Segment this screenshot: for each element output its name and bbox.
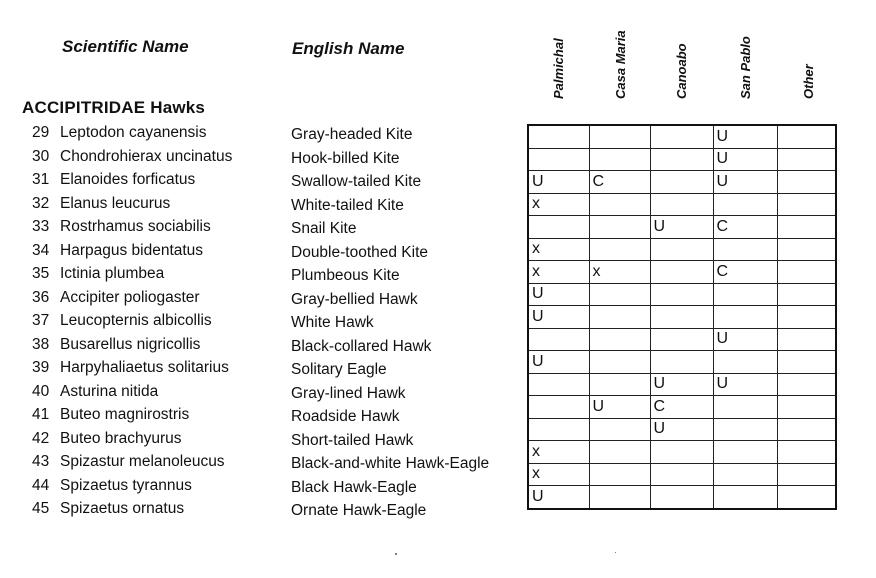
scientific-name: Spizastur melanoleucus	[60, 453, 225, 470]
grid-cell-canoabo	[650, 216, 713, 239]
english-name: Black Hawk-Eagle	[291, 478, 417, 496]
grid-cell-san-pablo	[713, 216, 777, 239]
grid-cell-san-pablo	[713, 396, 777, 419]
species-number: 40	[32, 382, 50, 400]
species-number: 42	[32, 429, 50, 447]
english-name: Gray-headed Kite	[291, 126, 413, 143]
species-number: 39	[32, 359, 50, 376]
grid-cell-canoabo	[650, 148, 713, 171]
grid-cell-canoabo	[650, 306, 713, 329]
grid-cell-casa-maria	[589, 148, 650, 171]
english-name: Ornate Hawk-Eagle	[291, 502, 427, 519]
species-number: 41	[32, 406, 50, 423]
grid-row	[528, 193, 836, 216]
scientific-name: Accipiter poliogaster	[60, 288, 200, 306]
scientific-name: Harpagus bidentatus	[60, 241, 204, 259]
grid-cell-palmichal	[528, 441, 589, 464]
grid-cell-other	[777, 171, 836, 194]
species-number: 35	[32, 265, 50, 282]
english-name-header: English Name	[292, 39, 405, 58]
grid-row	[528, 306, 836, 329]
english-name: Short-tailed Hawk	[291, 431, 414, 449]
species-number: 32	[32, 194, 50, 212]
grid-row	[528, 418, 836, 441]
grid-cell-casa-maria	[589, 306, 650, 329]
grid-cell-other	[777, 441, 836, 464]
family-heading: ACCIPITRIDAE Hawks	[22, 98, 206, 117]
occurrence-mark: x	[532, 262, 540, 280]
species-number: 29	[32, 124, 50, 141]
grid-cell-palmichal	[528, 193, 589, 216]
occurrence-mark: U	[653, 420, 666, 438]
species-number: 43	[32, 453, 50, 470]
grid-cell-other	[777, 125, 836, 148]
grid-cell-canoabo	[650, 441, 713, 464]
grid-cell-san-pablo	[713, 193, 777, 216]
grid-cell-canoabo	[650, 193, 713, 216]
grid-cell-palmichal	[528, 216, 589, 239]
species-number: 33	[32, 218, 50, 235]
species-number: 45	[32, 500, 50, 517]
scientific-name: Rostrhamus sociabilis	[60, 218, 211, 235]
occurrence-mark: U	[653, 375, 666, 393]
grid-cell-san-pablo	[713, 373, 777, 396]
english-name: Gray-bellied Hawk	[291, 290, 418, 308]
grid-cell-san-pablo	[713, 486, 777, 509]
english-name: Plumbeous Kite	[291, 267, 400, 284]
english-name: Black-collared Hawk	[291, 337, 432, 355]
occurrence-mark: U	[532, 487, 544, 505]
english-name: White Hawk	[291, 314, 374, 331]
species-number: 37	[32, 312, 50, 329]
scientific-name: Leptodon cayanensis	[60, 124, 207, 141]
grid-row	[528, 486, 836, 509]
grid-cell-other	[777, 486, 836, 509]
grid-row	[528, 463, 836, 486]
grid-cell-other	[777, 306, 836, 329]
grid-cell-other	[777, 238, 836, 261]
scientific-name: Harpyhaliaetus solitarius	[60, 359, 229, 376]
occurrence-mark: U	[716, 150, 729, 168]
grid-cell-palmichal	[528, 306, 589, 329]
grid-cell-casa-maria	[589, 283, 650, 306]
grid-cell-canoabo	[650, 351, 713, 374]
scientific-name-header: Scientific Name	[62, 37, 189, 56]
english-name: Double-toothed Kite	[291, 243, 429, 261]
column-header-canoabo: Canoabo	[674, 43, 689, 99]
grid-cell-san-pablo	[713, 306, 777, 329]
occurrence-mark: x	[592, 262, 601, 280]
speck-mark	[395, 553, 397, 555]
occurrence-mark: U	[716, 375, 729, 393]
occurrence-mark: U	[532, 285, 544, 303]
grid-cell-san-pablo	[713, 261, 777, 284]
grid-cell-casa-maria	[589, 171, 650, 194]
species-number: 31	[32, 171, 50, 188]
grid-cell-casa-maria	[589, 216, 650, 239]
grid-cell-canoabo	[650, 328, 713, 351]
species-number: 30	[32, 147, 50, 165]
grid-cell-san-pablo	[713, 238, 777, 261]
grid-cell-palmichal	[528, 261, 589, 284]
grid-cell-canoabo	[650, 261, 713, 284]
species-number: 34	[32, 241, 50, 259]
species-number: 44	[32, 476, 50, 494]
grid-cell-other	[777, 328, 836, 351]
english-name: Solitary Eagle	[291, 361, 387, 378]
occurrence-mark: U	[532, 352, 544, 370]
occurrence-mark: x	[532, 195, 540, 213]
grid-cell-canoabo	[650, 418, 713, 441]
grid-row	[528, 261, 836, 284]
grid-cell-casa-maria	[589, 261, 650, 284]
scientific-name: Buteo magnirostris	[60, 406, 190, 423]
grid-cell-san-pablo	[713, 283, 777, 306]
column-header-other: Other	[801, 64, 816, 99]
occurrence-mark: x	[532, 442, 540, 460]
grid-cell-san-pablo	[713, 441, 777, 464]
grid-cell-other	[777, 373, 836, 396]
grid-cell-palmichal	[528, 486, 589, 509]
grid-cell-casa-maria	[589, 125, 650, 148]
scientific-name: Ictinia plumbea	[60, 265, 165, 282]
scientific-name: Buteo brachyurus	[60, 429, 182, 447]
english-name: Hook-billed Kite	[291, 149, 400, 167]
english-name: Roadside Hawk	[291, 408, 400, 425]
grid-cell-canoabo	[650, 373, 713, 396]
grid-cell-other	[777, 283, 836, 306]
scientific-name: Chondrohierax uncinatus	[60, 147, 233, 165]
grid-cell-casa-maria	[589, 441, 650, 464]
grid-cell-casa-maria	[589, 463, 650, 486]
grid-cell-palmichal	[528, 148, 589, 171]
occurrence-mark: U	[716, 127, 729, 145]
grid-cell-san-pablo	[713, 125, 777, 148]
species-number: 38	[32, 335, 50, 353]
grid-cell-canoabo	[650, 171, 713, 194]
grid-cell-other	[777, 418, 836, 441]
grid-cell-casa-maria	[589, 328, 650, 351]
species-number: 36	[32, 288, 50, 306]
grid-cell-casa-maria	[589, 486, 650, 509]
grid-cell-canoabo	[650, 283, 713, 306]
grid-row	[528, 396, 836, 419]
grid-cell-casa-maria	[589, 373, 650, 396]
occurrence-mark: x	[532, 240, 540, 258]
occurrence-mark: C	[653, 397, 666, 415]
occurrence-mark: x	[532, 465, 540, 483]
grid-cell-canoabo	[650, 125, 713, 148]
grid-cell-palmichal	[528, 463, 589, 486]
english-name: Gray-lined Hawk	[291, 384, 406, 402]
scientific-name: Spizaetus tyrannus	[60, 476, 192, 494]
occurrence-mark: U	[653, 217, 666, 235]
grid-cell-casa-maria	[589, 396, 650, 419]
scientific-name: Elanoides forficatus	[60, 171, 196, 188]
grid-cell-palmichal	[528, 328, 589, 351]
english-name: Black-and-white Hawk-Eagle	[291, 455, 490, 472]
scientific-name: Asturina nitida	[60, 382, 159, 400]
occurrence-mark: U	[532, 172, 544, 190]
occurrence-mark: C	[592, 172, 605, 190]
scientific-name: Elanus leucurus	[60, 194, 171, 212]
scientific-name: Leucopternis albicollis	[60, 312, 212, 329]
grid-cell-palmichal	[528, 351, 589, 374]
grid-cell-palmichal	[528, 171, 589, 194]
grid-cell-san-pablo	[713, 171, 777, 194]
grid-cell-canoabo	[650, 396, 713, 419]
grid-row	[528, 148, 836, 171]
occurrence-mark: U	[592, 397, 605, 415]
grid-cell-other	[777, 216, 836, 239]
grid-row	[528, 328, 836, 351]
grid-cell-other	[777, 351, 836, 374]
column-header-san-pablo: San Pablo	[738, 36, 753, 99]
occurrence-mark: C	[716, 262, 729, 280]
occurrence-mark: U	[716, 172, 729, 190]
grid-cell-palmichal	[528, 238, 589, 261]
occurrence-mark: U	[716, 330, 729, 348]
grid-cell-palmichal	[528, 283, 589, 306]
grid-cell-san-pablo	[713, 418, 777, 441]
grid-row	[528, 441, 836, 464]
grid-cell-casa-maria	[589, 193, 650, 216]
grid-row	[528, 238, 836, 261]
grid-cell-palmichal	[528, 125, 589, 148]
grid-cell-casa-maria	[589, 351, 650, 374]
grid-cell-san-pablo	[713, 351, 777, 374]
english-name: Snail Kite	[291, 220, 357, 237]
grid-cell-san-pablo	[713, 148, 777, 171]
english-name: Swallow-tailed Kite	[291, 173, 422, 190]
occurrence-mark: C	[716, 217, 729, 235]
scientific-name: Spizaetus ornatus	[60, 500, 185, 517]
grid-cell-canoabo	[650, 238, 713, 261]
grid-cell-casa-maria	[589, 418, 650, 441]
english-name: White-tailed Kite	[291, 196, 404, 214]
grid-cell-canoabo	[650, 463, 713, 486]
grid-cell-other	[777, 148, 836, 171]
grid-row	[528, 283, 836, 306]
grid-cell-palmichal	[528, 396, 589, 419]
occurrence-mark: U	[532, 307, 544, 325]
grid-cell-canoabo	[650, 486, 713, 509]
grid-row	[528, 216, 836, 239]
site-occurrence-grid	[527, 124, 837, 510]
grid-cell-other	[777, 261, 836, 284]
scientific-name: Busarellus nigricollis	[60, 335, 201, 353]
grid-cell-san-pablo	[713, 328, 777, 351]
speck-mark	[615, 552, 616, 553]
grid-row	[528, 373, 836, 396]
column-header-casa-maria: Casa Maria	[613, 30, 628, 99]
grid-cell-other	[777, 396, 836, 419]
grid-cell-palmichal	[528, 373, 589, 396]
grid-cell-san-pablo	[713, 463, 777, 486]
grid-cell-other	[777, 463, 836, 486]
grid-row	[528, 351, 836, 374]
grid-row	[528, 171, 836, 194]
column-header-palmichal: Palmichal	[551, 38, 566, 99]
grid-cell-other	[777, 193, 836, 216]
grid-row	[528, 125, 836, 148]
grid-cell-palmichal	[528, 418, 589, 441]
grid-cell-casa-maria	[589, 238, 650, 261]
